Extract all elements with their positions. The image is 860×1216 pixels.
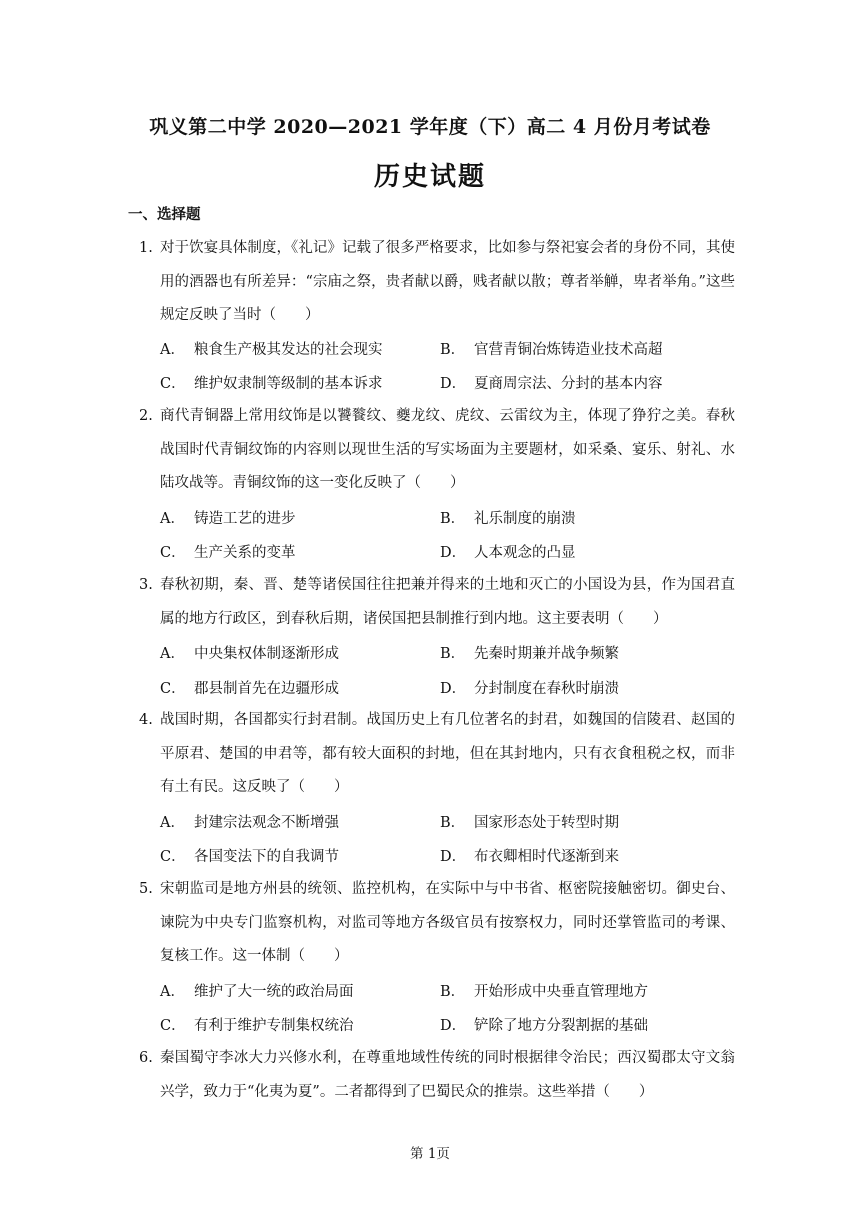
question-6 [139,1042,735,1109]
question-text: 战国时期，各国都实行封君制。战国历史上有几位著名的封君，如魏国的信陵君、赵国的平原君、楚国的申君等，都有较大面积的封地，但在其封地内，只有衣食租税之权，而非有土有民。这反映了（ ） [160,712,735,795]
question-4-option-b[interactable]: B． 国家形态处于转型时期 [440,815,619,831]
question-text: 商代青铜器上常用纹饰是以饕餮纹、夔龙纹、虎纹、云雷纹为主，体现了狰狞之美。春秋战国时代青铜纹饰的内容则以现世生活的写实场面为主要题材，如采桑、宴乐、射礼、水陆攻战等。青铜纹饰的这一变化反映了（ ） [160,408,735,491]
question-number: 4. [139,712,153,728]
question-text: 宋朝监司是地方州县的统领、监控机构，在实际中与中书省、枢密院接触密切。御史台、谏院为中央专门监察机构，对监司等地方各级官员有按察权力，同时还掌管监司的考课、复核工作。这一体制（ ） [160,881,735,964]
question-3-option-b[interactable]: B． 先秦时期兼并战争频繁 [440,646,619,662]
question-4-option-d[interactable]: D． 布衣卿相时代逐渐到来 [440,849,619,865]
question-number: 3. [139,577,153,593]
question-2 [139,400,735,501]
question-5-option-b[interactable]: B． 开始形成中央垂直管理地方 [440,984,648,1000]
question-number: 6. [139,1050,153,1066]
question-2-option-c[interactable]: C． 生产关系的变革 [160,545,296,561]
question-1-option-a[interactable]: A． 粮食生产极其发达的社会现实 [160,342,383,358]
question-3 [139,569,735,636]
question-4 [139,704,735,805]
question-4-option-c[interactable]: C． 各国变法下的自我调节 [160,849,339,865]
question-text: 春秋初期，秦、晋、楚等诸侯国往往把兼并得来的土地和灭亡的小国设为县，作为国君直属的地方行政区，到春秋后期，诸侯国把县制推行到内地。这主要表明（ ） [160,577,735,627]
exam-subtitle: 历史试题 [373,162,486,192]
question-1-option-c[interactable]: C． 维护奴隶制等级制的基本诉求 [160,376,383,392]
question-number: 5. [139,881,153,897]
question-3-option-d[interactable]: D． 分封制度在春秋时崩溃 [440,681,619,697]
section-heading: 一、选择题 [128,206,201,223]
question-2-option-a[interactable]: A． 铸造工艺的进步 [160,511,296,527]
question-text: 对于饮宴具体制度，《礼记》记载了很多严格要求，比如参与祭祀宴会者的身份不同，其使用的酒器也有所差异：“宗庙之祭，贵者献以爵，贱者献以散；尊者举觯，卑者举角。”这些规定反映了当时（ ） [160,240,735,323]
question-3-option-c[interactable]: C． 郡县制首先在边疆形成 [160,681,339,697]
question-4-option-a[interactable]: A． 封建宗法观念不断增强 [160,815,339,831]
question-text: 秦国蜀守李冰大力兴修水利，在尊重地域性传统的同时根据律令治民；西汉蜀郡太守文翁兴学，致力于“化夷为夏”。二者都得到了巴蜀民众的推崇。这些举措（ ） [160,1050,735,1100]
question-5-option-d[interactable]: D． 铲除了地方分裂割据的基础 [440,1018,648,1034]
question-2-option-b[interactable]: B． 礼乐制度的崩溃 [440,511,576,527]
question-5-option-c[interactable]: C． 有利于维护专制集权统治 [160,1018,354,1034]
question-number: 1. [139,240,153,256]
page-number: 第 1页 [410,1146,450,1162]
question-number: 2. [139,408,153,424]
question-1 [139,232,735,333]
question-5-option-a[interactable]: A． 维护了大一统的政治局面 [160,984,354,1000]
question-1-option-b[interactable]: B． 官营青铜冶炼铸造业技术高超 [440,342,663,358]
question-1-option-d[interactable]: D． 夏商周宗法、分封的基本内容 [440,376,663,392]
question-5 [139,873,735,974]
exam-title: 巩义第二中学 2020—2021 学年度（下）高二 4 月份月考试卷 [149,116,711,138]
question-2-option-d[interactable]: D． 人本观念的凸显 [440,545,576,561]
question-3-option-a[interactable]: A． 中央集权体制逐渐形成 [160,646,339,662]
